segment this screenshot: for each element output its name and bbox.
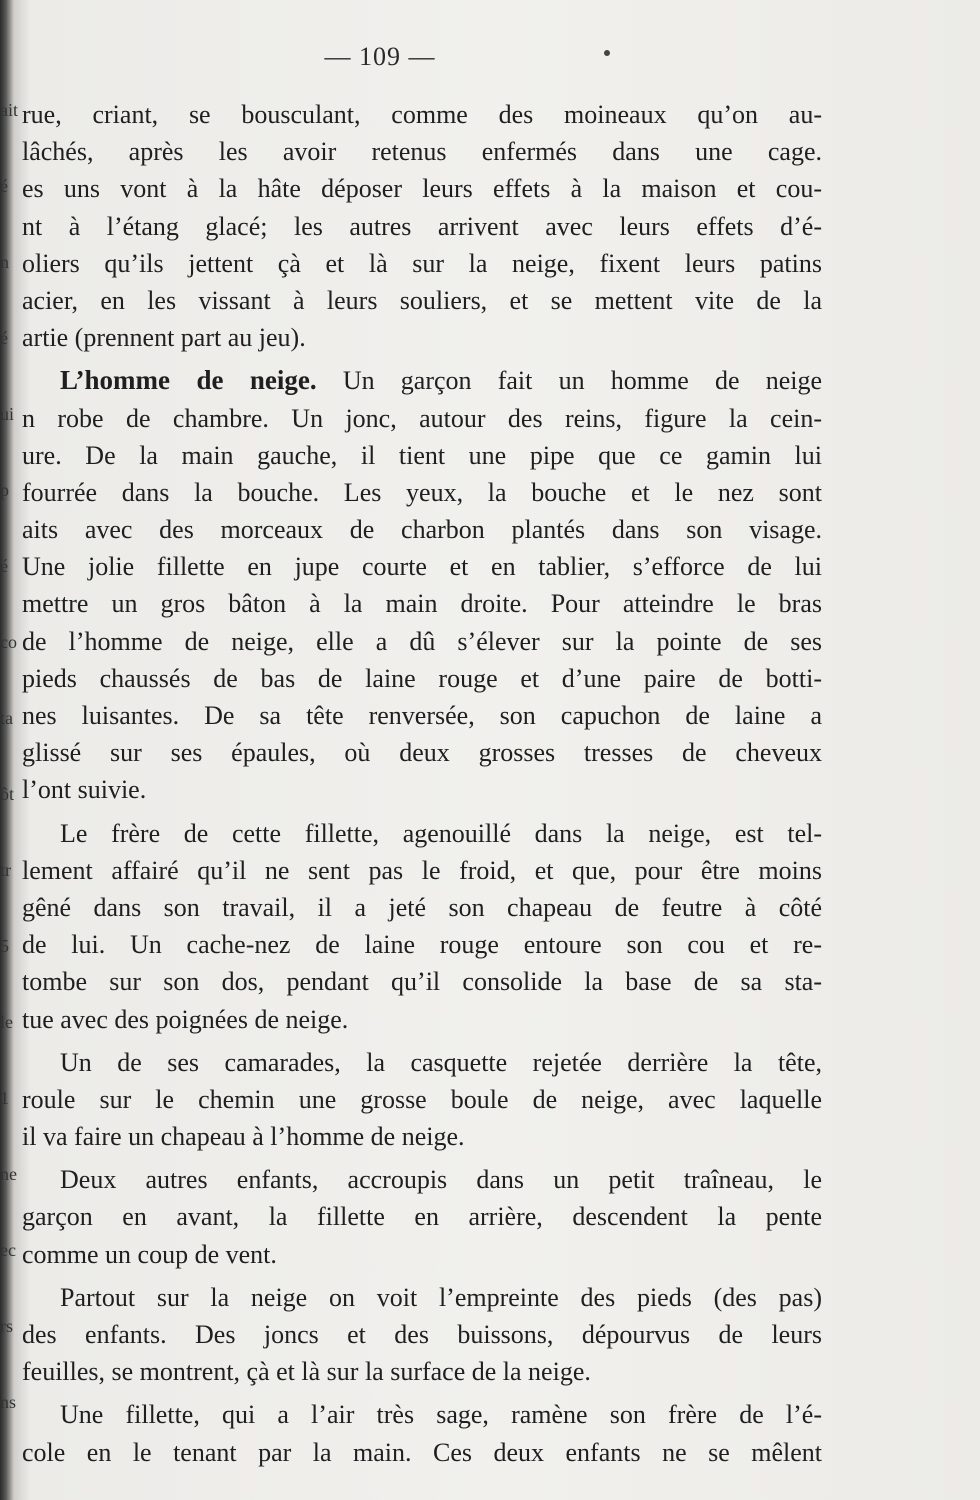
text-line: pieds chaussés de bas de laine rouge et d’une paire de botti- [22,663,822,693]
text-line: oliers qu’ils jettent çà et là sur la neige, fixent leurs patins [22,248,822,278]
text-line: Une fillette, qui a l’air très sage, ramène son frère de l’é- [60,1400,822,1430]
text-line: tue avec des poignées de neige. [22,1004,349,1034]
page-number: — 109 — [324,42,436,71]
margin-fragment: ui [0,404,15,424]
text-line: feuilles, se montrent, çà et là sur la surface de la neige. [22,1357,591,1387]
margin-fragment: é [0,328,8,348]
text-line: ure. De la main gauche, il tient une pipe que ce gamin lui [22,440,822,470]
margin-fragment: é [0,556,8,576]
text-line: cole en le tenant par la main. Ces deux enfants ne se mêlent [22,1437,822,1467]
text-line [22,362,822,399]
margin-fragment: 1 [0,1088,9,1108]
text-line: Le frère de cette fillette, agenouillé dans la neige, est tel- [60,818,822,848]
text-line: roule sur le chemin une grosse boule de neige, avec laquelle [22,1084,822,1114]
margin-fragment: ait [0,100,18,120]
text-line: glissé sur ses épaules, où deux grosses tresses de cheveux [22,738,822,768]
text-line: acier, en les vissant à leurs souliers, et se mettent vite de la [22,285,822,315]
text-line: aits avec des morceaux de charbon plantés dans son visage. [22,515,822,545]
text-line: tombe sur son dos, pendant qu’il consolide la base de sa sta- [22,967,822,997]
text-line: lement affairé qu’il ne sent pas le froid, et que, pour être moins [22,855,822,885]
margin-fragment: co [0,632,17,652]
text-line: il va faire un chapeau à l’homme de neige. [22,1122,465,1152]
text-line: Une jolie fillette en jupe courte et en tablier, s’efforce de lui [22,552,822,582]
margin-fragment: tr [0,860,11,880]
margin-fragment: ôt [0,784,15,804]
text-line: n robe de chambre. Un jonc, autour des reins, figure la cein- [22,403,822,433]
text-line: garçon en avant, la fillette en arrière, descendent la pente [22,1202,822,1232]
text-line: Deux autres enfants, accroupis dans un petit traîneau, le [60,1165,822,1195]
text-line: l’ont suivie. [22,775,147,805]
text-line: de l’homme de neige, elle a dû s’élever sur la pointe de ses [22,626,822,656]
ink-dot [604,50,610,56]
text-line: des enfants. Des joncs et des buissons, dépourvus de leurs [22,1320,822,1349]
margin-fragment: 5 [0,936,9,956]
margin-fragment: é [0,176,8,196]
margin-fragment: ta [0,708,13,728]
text-line: gêné dans son travail, il a jeté son chapeau de feutre à côté [22,892,822,922]
margin-fragment: le [0,1012,13,1032]
text-line: de lui. Un cache-nez de laine rouge entoure son cou et re- [22,930,822,960]
text-line: lâchés, après les avoir retenus enfermés dans une cage. [22,137,822,167]
text-line-rest: Un garçon fait un homme de neige [316,366,822,396]
margin-fragment: ns [0,1392,17,1412]
section-heading: L’homme de neige. [60,365,317,396]
text-line: nes luisantes. De sa tête renversée, son capuchon de laine a [22,701,822,730]
text-line: artie (prennent part au jeu). [22,323,306,353]
text-line: es uns vont à la hâte déposer leurs effets à la maison et cou- [22,174,822,204]
margin-fragment: n [0,252,9,272]
text-line: Un de ses camarades, la casquette rejetée derrière la tête, [60,1047,822,1077]
margin-fragment: ne [0,1164,17,1184]
margin-fragment: ec [0,1240,16,1260]
text-line: rue, criant, se bousculant, comme des moineaux qu’on au- [22,100,822,129]
body-text [22,96,822,1471]
text-line: Partout sur la neige on voit l’empreinte des pieds (des pas) [60,1282,822,1312]
text-line: mettre un gros bâton à la main droite. Pour atteindre le bras [22,589,822,619]
margin-fragment: p [0,480,9,500]
margin-fragment: rs [0,1316,13,1336]
text-line: nt à l’étang glacé; les autres arrivent avec leurs effets d’é- [22,211,822,241]
left-margin-bleed [0,100,20,1500]
text-line: comme un coup de vent. [22,1239,277,1269]
text-line: fourrée dans la bouche. Les yeux, la bouche et le nez sont [22,477,822,507]
